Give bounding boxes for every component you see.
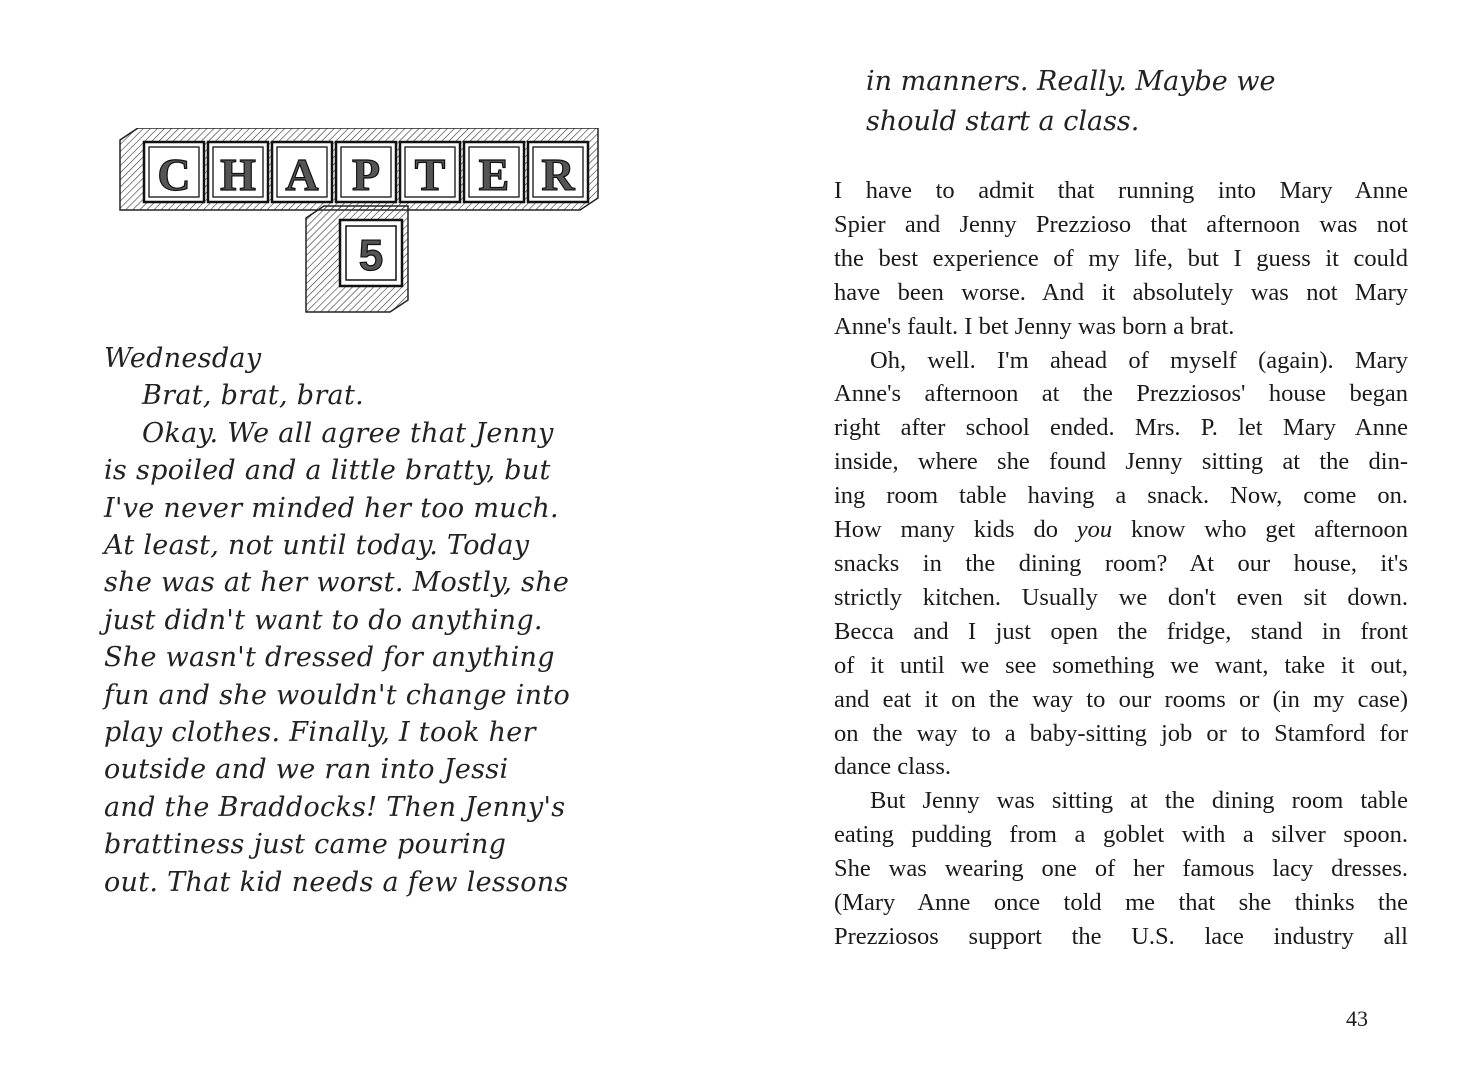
journal-line: Okay. We all agree that Jenny [142,417,554,449]
prose-line: strictly kitchen. Usually we don't even sit down. [834,583,1408,611]
journal-line: I've never minded her too much. [104,492,559,524]
journal-line: is spoiled and a little bratty, but [104,455,551,487]
prose-line: I have to admit that running into Mary Anne [834,177,1408,204]
chapter-letter: C [157,149,191,200]
prose-line: Oh, well. I'm ahead of myself (again). Mary [870,346,1408,374]
emphasis: you [1076,516,1113,544]
prose-line: Spier and Jenny Prezzioso that afternoon was not [834,210,1408,238]
journal-line: outside and we ran into Jessi [104,754,509,786]
prose-line: of it until we see something we want, take it out, [834,651,1408,679]
right-page [738,0,1476,1080]
journal-line: play clothes. Finally, I took her [104,717,536,749]
prose-line: How many kids do you know who get afternoon [834,516,1408,544]
chapter-letter: A [285,149,319,200]
journal-line: Brat, brat, brat. [142,380,364,412]
journal-line: fun and she wouldn't change into [104,679,571,711]
chapter-letter: R [541,149,575,200]
chapter-letter: P [351,149,381,200]
prose-line: Anne's fault. I bet Jenny was born a brat. [834,312,1235,340]
chapter-letter: E [478,149,510,200]
journal-line: out. That kid needs a few lessons [104,866,569,898]
journal-entry [104,340,664,901]
prose-line: dance class. [834,753,951,781]
journal-continuation [866,62,1426,142]
chapter-heading [108,128,608,328]
prose-line: Anne's afternoon at the Prezziosos' house began [834,380,1408,408]
prose-line: Prezziosos support the U.S. lace industry all [834,922,1408,950]
prose-line: ing room table having a snack. Now, come on. [834,482,1408,510]
journal-date: Wednesday [104,343,262,374]
page-number: 43 [1346,1006,1368,1031]
prose-line: snacks in the dining room? At our house, it's [834,549,1408,577]
prose-line: and eat it on the way to our rooms or (in my case) [834,685,1408,713]
journal-line: brattiness just came pouring [104,829,507,861]
journal-line: just didn't want to do anything. [104,604,543,636]
prose-body [834,174,1408,954]
chapter-blocks-graphic [108,128,608,328]
prose-line: right after school ended. Mrs. P. let Mary Anne [834,414,1408,442]
prose-line: Becca and I just open the fridge, stand in front [834,617,1408,645]
prose-line: (Mary Anne once told me that she thinks the [834,889,1408,917]
journal-line: At least, not until today. Today [104,530,530,562]
journal-line: she was at her worst. Mostly, she [104,567,570,599]
journal-line: should start a class. [866,106,1140,137]
letter-blocks [144,142,588,202]
prose-line: eating pudding from a goblet with a silver spoon. [834,821,1408,849]
journal-line: She wasn't dressed for anything [104,642,555,674]
chapter-letter: T [414,149,446,200]
prose-line: But Jenny was sitting at the dining room table [870,787,1408,815]
prose-line: have been worse. And it absolutely was not Mary [834,278,1408,306]
prose-line: on the way to a baby-sitting job or to Stamford for [834,719,1408,747]
prose-line: She was wearing one of her famous lacy dresses. [834,855,1408,883]
journal-line: and the Braddocks! Then Jenny's [104,791,566,823]
prose-line: the best experience of my life, but I guess it could [834,244,1408,272]
prose-line: inside, where she found Jenny sitting at the din- [834,448,1408,476]
journal-line: in manners. Really. Maybe we [866,66,1276,97]
chapter-number: 5 [358,231,384,280]
chapter-letter: H [220,149,256,200]
